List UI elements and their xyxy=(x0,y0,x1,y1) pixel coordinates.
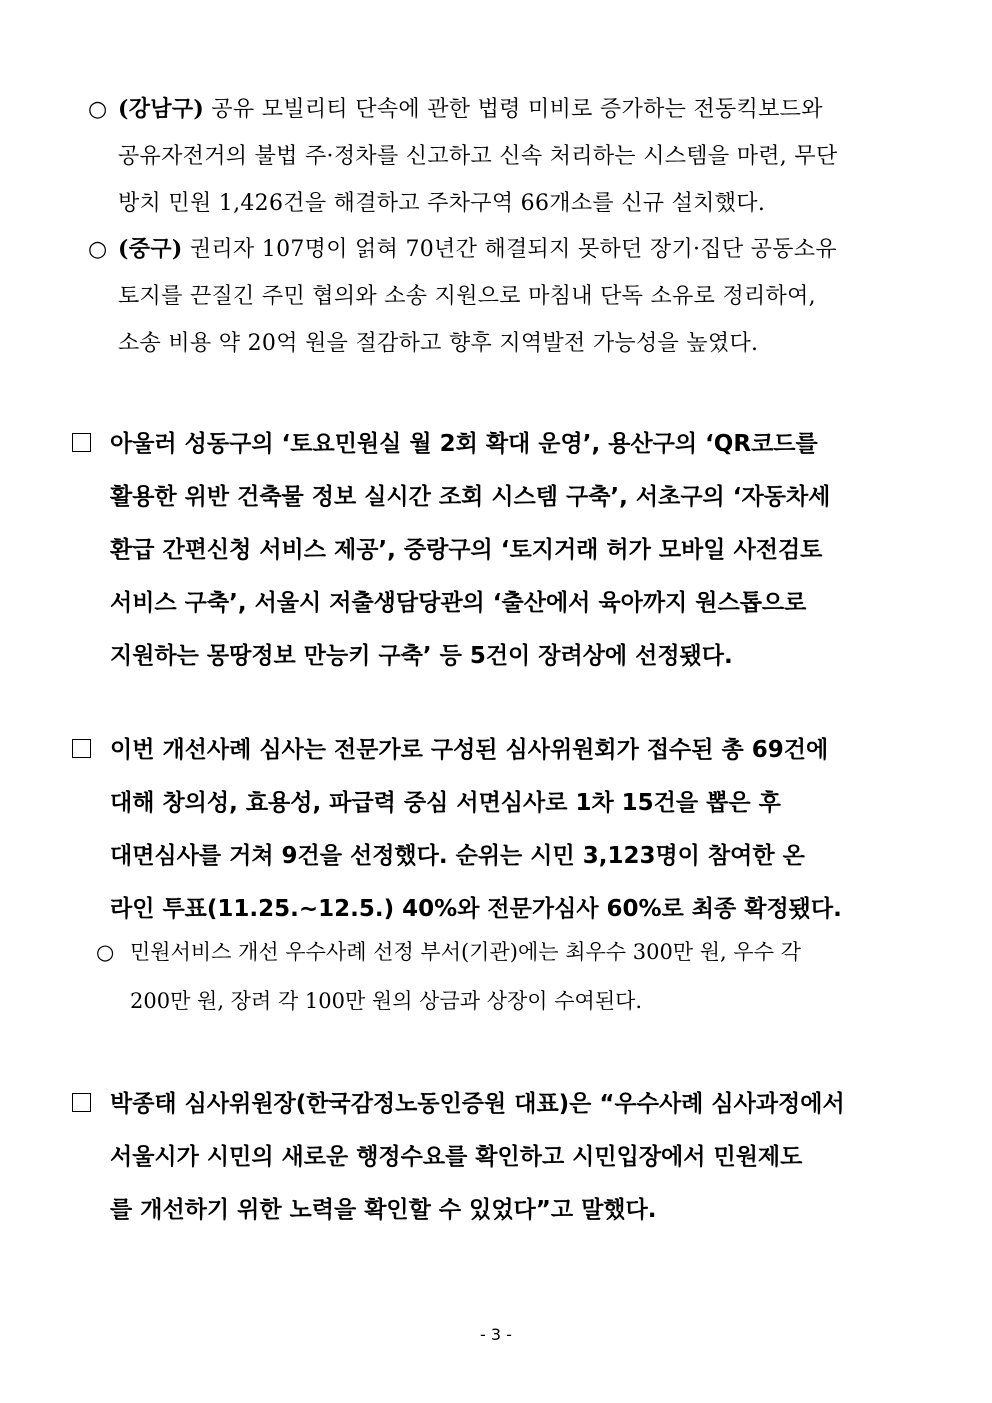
case-text-line: 공유자전거의 불법 주·정차를 신고하고 신속 처리하는 시스템을 마련, 무단 xyxy=(118,144,838,169)
paragraph-line: 라인 투표(11.25.~12.5.) 40%와 전문가심사 60%로 최종 확정됐다. xyxy=(110,896,842,922)
prize-note xyxy=(96,928,926,1026)
case-text-line: 소송 비용 약 20억 원을 절감하고 향후 지역발전 가능성을 높였다. xyxy=(118,331,759,356)
circle-bullet-icon: ○ xyxy=(88,97,108,122)
square-bullet-icon xyxy=(72,433,91,452)
paragraph-line: 서울시가 시민의 새로운 행정수요를 확인하고 시민입장에서 민원제도 xyxy=(110,1144,803,1170)
page-number: - 3 - xyxy=(480,1325,512,1344)
paragraph-line: 아울러 성동구의 ‘토요민원실 월 2회 확대 운영’, 용산구의 ‘QR코드를 xyxy=(110,431,818,457)
paragraph-line: 를 개선하기 위한 노력을 확인할 수 있었다”고 말했다. xyxy=(110,1197,657,1223)
circle-bullet-icon: ○ xyxy=(96,940,115,964)
paragraph-line: 이번 개선사례 심사는 전문가로 구성된 심사위원회가 접수된 총 69건에 xyxy=(110,737,829,763)
circle-bullet-icon: ○ xyxy=(88,237,108,262)
case-tag: (중구) xyxy=(118,236,183,262)
note-line: 민원서비스 개선 우수사례 선정 부서(기관)에는 최우수 300만 원, 우수 각 xyxy=(130,940,801,964)
paragraph-chairman-quote xyxy=(72,1078,928,1237)
paragraph-review-process xyxy=(72,724,928,936)
paragraph-line: 서비스 구축’, 서울시 저출생담당관의 ‘출산에서 육아까지 원스톱으로 xyxy=(110,590,807,616)
square-bullet-icon xyxy=(72,739,91,758)
case-text-line: 방치 민원 1,426건을 해결하고 주차구역 66개소를 신규 설치했다. xyxy=(118,191,766,216)
paragraph-encouragement-awards xyxy=(72,418,928,683)
paragraph-line: 지원하는 몽땅정보 만능키 구축’ 등 5건이 장려상에 선정됐다. xyxy=(110,643,733,669)
case-text-line: 권리자 107명이 얽혀 70년간 해결되지 못하던 장기·집단 공동소유 xyxy=(182,237,837,262)
case-text-line: 공유 모빌리티 단속에 관한 법령 미비로 증가하는 전동킥보드와 xyxy=(204,97,823,122)
paragraph-line: 활용한 위반 건축물 정보 실시간 조회 시스템 구축’, 서초구의 ‘자동차세 xyxy=(110,484,831,510)
case-tag: (강남구) xyxy=(118,96,205,122)
paragraph-line: 환급 간편신청 서비스 제공’, 중랑구의 ‘토지거래 허가 모바일 사전검토 xyxy=(110,537,823,563)
paragraph-line: 대면심사를 거쳐 9건을 선정했다. 순위는 시민 3,123명이 참여한 온 xyxy=(110,843,805,869)
paragraph-line: 대해 창의성, 효용성, 파급력 중심 서면심사로 1차 15건을 뽑은 후 xyxy=(110,790,781,816)
case-text-line: 토지를 끈질긴 주민 협의와 소송 지원으로 마침내 단독 소유로 정리하여, xyxy=(118,284,816,309)
paragraph-line: 박종태 심사위원장(한국감정노동인증원 대표)은 “우수사례 심사과정에서 xyxy=(110,1091,845,1117)
note-line: 200만 원, 장려 각 100만 원의 상금과 상장이 수여된다. xyxy=(130,989,643,1013)
square-bullet-icon xyxy=(72,1093,91,1112)
case-junggu xyxy=(88,226,928,367)
case-gangnam xyxy=(88,86,928,227)
